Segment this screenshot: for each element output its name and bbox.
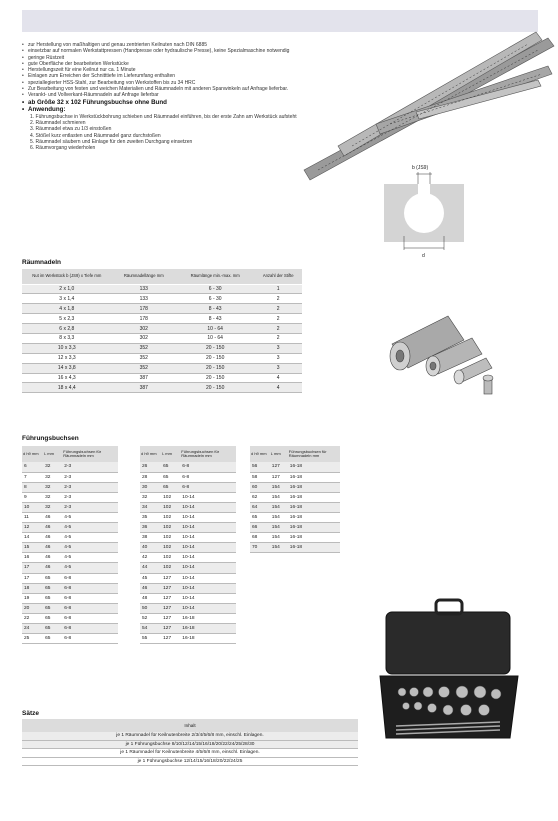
- table-row: [22, 512, 118, 522]
- table-row: [22, 593, 118, 603]
- table-cell: 17: [22, 573, 43, 583]
- table-row: [22, 603, 118, 613]
- table-cell: 68: [250, 533, 270, 543]
- table-cell: 16-18: [288, 492, 340, 502]
- table-cell: 48: [140, 593, 161, 603]
- table-row: [140, 573, 236, 583]
- table-cell: 6 - 30: [176, 284, 254, 294]
- table-cell: 12 x 3,3: [22, 353, 112, 363]
- table-cell: 20: [22, 603, 43, 613]
- table-cell: 14: [22, 533, 43, 543]
- table-row: [22, 294, 302, 304]
- rn-header-3: Räumlänge min.-max. mm: [176, 269, 254, 284]
- table-cell: 32: [43, 472, 62, 482]
- feature-item: • Herstellungszeit für eine Keilnut nur ca. 1 Minute: [22, 67, 297, 73]
- table-cell: 26: [140, 462, 161, 472]
- table-cell: 10-14: [180, 573, 236, 583]
- table-cell: 4: [254, 373, 302, 383]
- fb-header-l: L mm: [161, 446, 180, 462]
- table-row: [22, 553, 118, 563]
- table-cell: 2: [254, 324, 302, 334]
- table-row: [250, 523, 340, 533]
- feature-item: • gute Oberfläche der bearbeiteten Werkstücke: [22, 61, 297, 67]
- table-cell: 8 - 43: [176, 304, 254, 314]
- table-cell: 127: [161, 603, 180, 613]
- table-cell: 10-14: [180, 543, 236, 553]
- table-cell: 45: [140, 573, 161, 583]
- raeumnadeln-table: [22, 269, 302, 393]
- table-cell: 16-18: [288, 502, 340, 512]
- table-row: [140, 492, 236, 502]
- table-row: [140, 502, 236, 512]
- fb-header-l: L mm: [43, 446, 62, 462]
- table-cell: 4-5: [62, 563, 118, 573]
- table-cell: 16-18: [288, 543, 340, 553]
- fb-header-d: d h9 mm: [250, 446, 270, 462]
- table-cell: 65: [43, 583, 62, 593]
- table-cell: 6-8: [62, 603, 118, 613]
- table-cell: 16 x 4,3: [22, 373, 112, 383]
- table-cell: 127: [161, 573, 180, 583]
- table-cell: 4: [254, 383, 302, 393]
- table-cell: 8 x 3,3: [22, 333, 112, 343]
- table-cell: 6 - 30: [176, 294, 254, 304]
- table-row: [22, 563, 118, 573]
- table-cell: 32: [43, 462, 62, 472]
- table-row: [250, 462, 340, 472]
- table-cell: 4 x 1,8: [22, 304, 112, 314]
- table-cell: 20 - 150: [176, 373, 254, 383]
- table-cell: 20 - 150: [176, 343, 254, 353]
- table-cell: 387: [112, 373, 176, 383]
- saetze-content: je 1 Führungsbuchse 12/14/15/16/18/20/22/24/25: [22, 757, 358, 766]
- table-cell: 133: [112, 284, 176, 294]
- table-cell: 16-18: [288, 533, 340, 543]
- table-cell: 9: [22, 492, 43, 502]
- table-cell: 16-18: [288, 523, 340, 533]
- table-row: [22, 757, 358, 766]
- bushings-photo: [378, 296, 510, 400]
- table-cell: 127: [161, 634, 180, 644]
- rn-header-1: Nut im Werkstück b (JS9) x Tiefe mm: [22, 269, 112, 284]
- fb-header-l: L mm: [270, 446, 288, 462]
- table-row: [22, 363, 302, 373]
- table-cell: 20 - 150: [176, 363, 254, 373]
- table-cell: 46: [43, 553, 62, 563]
- table-row: [140, 603, 236, 613]
- table-cell: 6 x 2,8: [22, 324, 112, 334]
- table-cell: 50: [140, 603, 161, 613]
- step-item: 1. Führungsbuchse in Werkstückbohrung schieben und Räumnadel einführen, bis der erste Zahn am Werkstück aufsteht: [30, 113, 297, 120]
- table-cell: 46: [43, 543, 62, 553]
- table-cell: 65: [161, 472, 180, 482]
- table-row: [140, 462, 236, 472]
- table-cell: 6-8: [62, 573, 118, 583]
- step-item: 6. Räumvorgang wiederholen: [30, 145, 96, 152]
- table-cell: 64: [250, 502, 270, 512]
- rn-header-4: Anzahl der Stifte: [254, 269, 302, 284]
- table-row: [140, 512, 236, 522]
- table-row: [22, 482, 118, 492]
- table-row: [140, 583, 236, 593]
- diagram-label-d: d: [422, 253, 425, 259]
- table-cell: 58: [250, 472, 270, 482]
- table-row: [22, 333, 302, 343]
- table-cell: 12: [22, 523, 43, 533]
- table-cell: 46: [43, 523, 62, 533]
- table-cell: 35: [140, 512, 161, 522]
- table-row: [250, 543, 340, 553]
- feature-item: • einsetzbar auf normalen Werkstattpressen (Handpresse oder hydraulische Presse), keine Spezialmaschine notwendig: [22, 48, 297, 54]
- table-cell: 4-5: [62, 512, 118, 522]
- table-row: [22, 613, 118, 623]
- table-cell: 54: [140, 624, 161, 634]
- table-row: [22, 383, 302, 393]
- table-cell: 16-18: [288, 472, 340, 482]
- saetze-table: [22, 719, 358, 766]
- table-row: [250, 533, 340, 543]
- table-row: [140, 553, 236, 563]
- table-cell: 6-8: [180, 472, 236, 482]
- table-cell: 20 - 150: [176, 383, 254, 393]
- table-row: [22, 492, 118, 502]
- table-cell: 65: [43, 613, 62, 623]
- table-cell: 16-18: [180, 624, 236, 634]
- table-cell: 5 x 2,3: [22, 314, 112, 324]
- table-cell: 2-3: [62, 462, 118, 472]
- set-case-photo: [372, 592, 524, 742]
- table-cell: 1: [254, 284, 302, 294]
- table-cell: 8: [22, 482, 43, 492]
- table-cell: 46: [140, 583, 161, 593]
- keyway-diagram: [378, 160, 470, 260]
- table-cell: 65: [43, 603, 62, 613]
- table-row: [250, 482, 340, 492]
- saetze-title: Sätze: [22, 710, 39, 717]
- table-row: [140, 523, 236, 533]
- table-cell: 16: [22, 553, 43, 563]
- saetze-header: Inhalt: [22, 719, 358, 732]
- table-cell: 3: [254, 343, 302, 353]
- table-cell: 352: [112, 343, 176, 353]
- table-cell: 3: [254, 363, 302, 373]
- table-row: [250, 492, 340, 502]
- table-cell: 10-14: [180, 593, 236, 603]
- table-cell: 302: [112, 324, 176, 334]
- table-cell: 302: [112, 333, 176, 343]
- table-cell: 102: [161, 502, 180, 512]
- feature-item: • zur Herstellung von maßhaltigen und genau zentrierten Keilnuten nach DIN 6885: [22, 42, 297, 48]
- step-item: 4. Stößel kurz entlasten und Räumnadel ganz durchstoßen: [30, 132, 161, 139]
- table-row: [22, 324, 302, 334]
- table-cell: 42: [140, 553, 161, 563]
- table-cell: 32: [43, 492, 62, 502]
- table-cell: 8 - 43: [176, 314, 254, 324]
- table-cell: 3 x 1,4: [22, 294, 112, 304]
- table-cell: 10-14: [180, 603, 236, 613]
- table-cell: 2-3: [62, 472, 118, 482]
- table-row: [140, 593, 236, 603]
- table-cell: 154: [270, 533, 288, 543]
- table-row: [22, 502, 118, 512]
- table-cell: 7: [22, 472, 43, 482]
- table-cell: 102: [161, 543, 180, 553]
- table-cell: 4-5: [62, 523, 118, 533]
- table-cell: 154: [270, 543, 288, 553]
- table-row: [22, 462, 118, 472]
- fb-header-raeum: Führungsbuchsen für Räumnadeln mm: [288, 446, 340, 462]
- table-cell: 19: [22, 593, 43, 603]
- table-row: [22, 353, 302, 363]
- table-cell: 4-5: [62, 533, 118, 543]
- table-cell: 32: [43, 502, 62, 512]
- table-cell: 10-14: [180, 512, 236, 522]
- table-cell: 56: [250, 462, 270, 472]
- table-cell: 102: [161, 553, 180, 563]
- step-item: 5. Räumnadel säubern und Einlage für den zweiten Durchgang einsetzen: [30, 138, 193, 145]
- table-row: [22, 343, 302, 353]
- fb-header-d: d h9 mm: [140, 446, 161, 462]
- step-item: 3. Räumnadel etwa zu 1/3 einstoßen: [30, 126, 112, 133]
- table-cell: 2: [254, 294, 302, 304]
- table-cell: 10-14: [180, 553, 236, 563]
- saetze-content: je 1 Räumnadel für Keilnutenbreite 4/5/6/8 mm, einschl. Einlagen.: [22, 749, 358, 758]
- table-cell: 3: [254, 353, 302, 363]
- table-cell: 40: [140, 543, 161, 553]
- table-cell: 66: [250, 523, 270, 533]
- table-cell: 36: [140, 523, 161, 533]
- table-cell: 2: [254, 304, 302, 314]
- table-cell: 2-3: [62, 482, 118, 492]
- table-row: [22, 583, 118, 593]
- saetze-content: je 1 Führungsbuchse 8/10/12/14/15/16/18/20/22/24/25/28/30: [22, 740, 358, 749]
- feature-item: • Zur Bearbeitung von festen und weichen Materialien und Räumnadeln mit anderen Spanwinkeln auf Anfrage lieferbar.: [22, 86, 297, 92]
- table-cell: 6-8: [62, 634, 118, 644]
- table-row: [22, 533, 118, 543]
- table-cell: 32: [43, 482, 62, 492]
- table-cell: 65: [43, 593, 62, 603]
- table-row: [22, 472, 118, 482]
- table-cell: 10 - 64: [176, 333, 254, 343]
- table-cell: 2: [254, 314, 302, 324]
- table-row: [140, 482, 236, 492]
- table-row: [22, 543, 118, 553]
- table-cell: 52: [140, 613, 161, 623]
- feature-list: [22, 42, 297, 151]
- table-cell: 127: [161, 624, 180, 634]
- table-row: [140, 543, 236, 553]
- table-cell: 127: [161, 613, 180, 623]
- table-row: [22, 314, 302, 324]
- table-cell: 127: [161, 593, 180, 603]
- table-cell: 70: [250, 543, 270, 553]
- table-cell: 102: [161, 523, 180, 533]
- table-cell: 18 x 4,4: [22, 383, 112, 393]
- table-cell: 16-18: [180, 613, 236, 623]
- table-cell: 154: [270, 482, 288, 492]
- diagram-label-b: b (JS9): [412, 165, 429, 171]
- table-cell: 32: [140, 492, 161, 502]
- feature-item: • Anwendung:: [22, 106, 297, 114]
- table-row: [22, 740, 358, 749]
- table-cell: 2 x 1,0: [22, 284, 112, 294]
- table-cell: 46: [43, 563, 62, 573]
- table-row: [22, 284, 302, 294]
- table-cell: 46: [43, 512, 62, 522]
- fb-header-raeum: Führungsbuchsen für Räumnadeln mm: [180, 446, 236, 462]
- table-cell: 127: [270, 472, 288, 482]
- table-row: [140, 563, 236, 573]
- table-row: [22, 304, 302, 314]
- table-cell: 28: [140, 472, 161, 482]
- table-cell: 154: [270, 512, 288, 522]
- saetze-content: je 1 Räumnadel für Keilnutenbreite 2/3/4/5/6/8 mm, einschl. Einlagen.: [22, 732, 358, 740]
- fuehrungsbuchsen-title: Führungsbuchsen: [22, 435, 79, 442]
- table-cell: 65: [43, 634, 62, 644]
- table-cell: 102: [161, 533, 180, 543]
- table-cell: 44: [140, 563, 161, 573]
- table-cell: 10-14: [180, 533, 236, 543]
- table-row: [22, 732, 358, 740]
- step-item: 2. Räumnadel schmieren: [30, 119, 86, 126]
- feature-item: • geringe Rüstzeit: [22, 55, 297, 61]
- table-cell: 55: [140, 634, 161, 644]
- table-row: [250, 502, 340, 512]
- table-cell: 352: [112, 353, 176, 363]
- table-cell: 10-14: [180, 492, 236, 502]
- table-cell: 11: [22, 512, 43, 522]
- feature-item: • Verankt- und Vollverkant-Räumnadeln auf Anfrage lieferbar: [22, 92, 297, 98]
- table-cell: 6-8: [62, 593, 118, 603]
- table-cell: 17: [22, 563, 43, 573]
- table-cell: 16-18: [288, 512, 340, 522]
- table-cell: 10: [22, 502, 43, 512]
- table-row: [22, 573, 118, 583]
- table-cell: 154: [270, 492, 288, 502]
- table-cell: 10 x 3,3: [22, 343, 112, 353]
- feature-item: • ab Größe 32 x 102 Führungsbuchse ohne Bund: [22, 99, 297, 107]
- feature-item: • Einlagen zum Erreichen der Schnitttiefe im Lieferumfang enthalten: [22, 73, 297, 79]
- fuehrungsbuchsen-table-2: [140, 446, 236, 644]
- table-cell: 102: [161, 563, 180, 573]
- table-cell: 10-14: [180, 583, 236, 593]
- table-cell: 133: [112, 294, 176, 304]
- table-cell: 65: [43, 624, 62, 634]
- table-cell: 10-14: [180, 563, 236, 573]
- table-cell: 14 x 3,8: [22, 363, 112, 373]
- application-steps: [22, 114, 297, 152]
- table-row: [22, 634, 118, 644]
- table-cell: 2-3: [62, 502, 118, 512]
- table-row: [140, 472, 236, 482]
- table-row: [22, 523, 118, 533]
- table-cell: 2-3: [62, 492, 118, 502]
- table-cell: 2: [254, 333, 302, 343]
- table-row: [140, 613, 236, 623]
- table-cell: 62: [250, 492, 270, 502]
- table-row: [22, 749, 358, 758]
- table-cell: 25: [22, 634, 43, 644]
- table-row: [140, 624, 236, 634]
- fb-header-raeum: Führungsbuchsen für Räumnadeln mm: [62, 446, 118, 462]
- table-cell: 10-14: [180, 523, 236, 533]
- table-cell: 60: [250, 482, 270, 492]
- table-cell: 6-8: [62, 613, 118, 623]
- table-cell: 65: [250, 512, 270, 522]
- table-cell: 6-8: [180, 462, 236, 472]
- table-cell: 30: [140, 482, 161, 492]
- table-cell: 18: [22, 583, 43, 593]
- table-cell: 154: [270, 523, 288, 533]
- table-cell: 6-8: [180, 482, 236, 492]
- table-cell: 46: [43, 533, 62, 543]
- table-row: [250, 472, 340, 482]
- table-cell: 4-5: [62, 553, 118, 563]
- feature-item: • speziallegierter HSS-Stahl, zur Bearbeitung von Werkstoffen bis zu 34 HRC: [22, 80, 297, 86]
- table-cell: 6-8: [62, 583, 118, 593]
- table-cell: 154: [270, 502, 288, 512]
- table-row: [140, 634, 236, 644]
- table-cell: 20 - 150: [176, 353, 254, 363]
- table-cell: 65: [161, 462, 180, 472]
- fb-header-d: d h9 mm: [22, 446, 43, 462]
- table-cell: 16-18: [288, 482, 340, 492]
- table-cell: 102: [161, 512, 180, 522]
- rn-header-2: Räumnadellänge mm: [112, 269, 176, 284]
- table-cell: 15: [22, 543, 43, 553]
- table-cell: 178: [112, 304, 176, 314]
- table-row: [22, 624, 118, 634]
- table-cell: 178: [112, 314, 176, 324]
- table-cell: 34: [140, 502, 161, 512]
- table-cell: 10 - 64: [176, 324, 254, 334]
- table-cell: 6-8: [62, 624, 118, 634]
- table-row: [22, 373, 302, 383]
- table-cell: 65: [43, 573, 62, 583]
- table-cell: 4-5: [62, 543, 118, 553]
- table-cell: 22: [22, 613, 43, 623]
- table-cell: 38: [140, 533, 161, 543]
- raeumnadeln-title: Räumnadeln: [22, 259, 62, 266]
- table-row: [250, 512, 340, 522]
- table-cell: 6: [22, 462, 43, 472]
- table-cell: 65: [161, 482, 180, 492]
- table-cell: 16-18: [180, 634, 236, 644]
- table-cell: 24: [22, 624, 43, 634]
- table-cell: 127: [270, 462, 288, 472]
- table-cell: 127: [161, 583, 180, 593]
- table-cell: 10-14: [180, 502, 236, 512]
- table-cell: 352: [112, 363, 176, 373]
- table-row: [140, 533, 236, 543]
- table-cell: 102: [161, 492, 180, 502]
- fuehrungsbuchsen-table-3: [250, 446, 340, 553]
- fuehrungsbuchsen-table-1: [22, 446, 118, 644]
- table-cell: 16-18: [288, 462, 340, 472]
- table-cell: 387: [112, 383, 176, 393]
